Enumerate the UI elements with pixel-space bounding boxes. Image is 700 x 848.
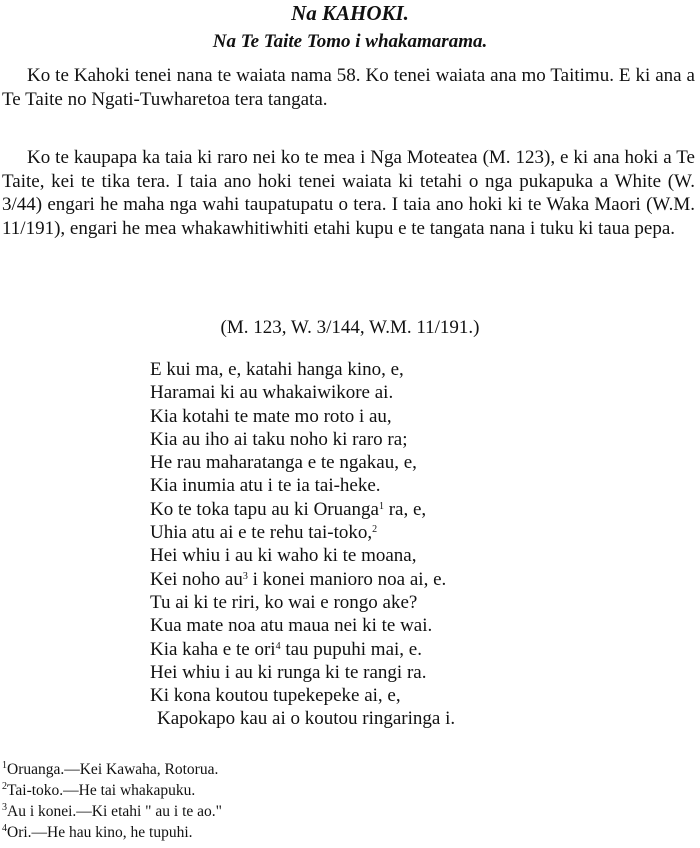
poem-line: He rau maharatanga e te ngakau, e, [150,452,417,474]
paragraph-1: Ko te Kahoki tenei nana te waiata nama 58. Ko tenei waiata ana mo Taitimu. E ki ana a Te Taite no Ngati-Tuwharetoa tera tangata. [2,65,695,110]
footnote-number: 3 [2,802,7,813]
footnote-ref: 1 [378,500,384,512]
footnote-ref: 4 [275,640,281,652]
poem-line: Tu ai ki te riri, ko wai e rongo ake? [150,591,418,613]
poem-line: Kia kotahi te mate mo roto i au, [150,405,392,427]
page-title: Na KAHOKI. [291,1,409,25]
footnote: $^4$Ori.—He hau kino, he tupuhi. [2,823,193,841]
poem-line: Hei whiu i au ki runga ki te rangi ra. [150,661,427,683]
poem-line: Haramai ki au whakaiwikore ai. [150,382,394,404]
poem-line: Uhia atu ai e te rehu tai-toko,$^2$ [150,522,378,544]
poem [150,358,695,731]
poem-line: Kia kaha e te ori$^4$ tau pupuhi mai, e. [150,638,422,660]
poem-line: Hei whiu i au ki waho ki te moana, [150,545,417,567]
footnote-ref: 2 [372,524,378,536]
page-subtitle: Na Te Taite Tomo i whakamarama. [212,31,488,52]
poem-line: Kia inumia atu i te ia tai-heke. [150,475,381,497]
footnote-number: 2 [2,781,7,792]
poem-line: Ko te toka tapu au ki Oruanga$^1$ ra, e, [150,498,427,520]
footnote: $^2$Tai-toko.—He tai whakapuku. [2,781,196,799]
poem-line: E kui ma, e, katahi hanga kino, e, [150,359,404,380]
poem-line: Kei noho $au^3$ i konei manioro noa ai, e. [150,568,447,590]
footnotes [2,759,692,843]
poem-line: Kia au iho ai taku noho ki raro ra; [150,428,408,450]
footnote: $^3$Au i konei.—Ki etahi " au i te ao." [2,802,222,820]
poem-line: Ki kona koutou tupekepeke ai, e, [150,685,401,707]
footnote: $^1$Oruanga.—Kei Kawaha, Rotorua. [2,760,219,778]
source-references: (M. 123, W. 3/144, W.M. 11/191.) [220,317,480,338]
footnote-number: 4 [2,823,7,834]
footnote-ref: 3 [242,570,248,582]
footnote-number: 1 [2,760,7,771]
paragraph-2: Ko te kaupapa ka taia ki raro nei ko te mea i Nga Moteatea (M. 123), e ki ana hoki a Te Taite, kei te tika tera. I taia ano hoki tenei waiata ki tetahi o nga pukapuka a White (W. 3/44) engari he maha nga wahi taupatupatu o tera. I taia ano hoki ki te Waka Maori (W.M. 11/191), engari he mea whakawhitiwhiti etahi kupu e te tangata nana i tuku ki taua pepa. [2,147,695,239]
poem-line: Kapokapo kau ai o koutou ringaringa i. [157,708,456,730]
poem-line: Kua mate noa atu maua nei ki te wai. [150,615,433,637]
